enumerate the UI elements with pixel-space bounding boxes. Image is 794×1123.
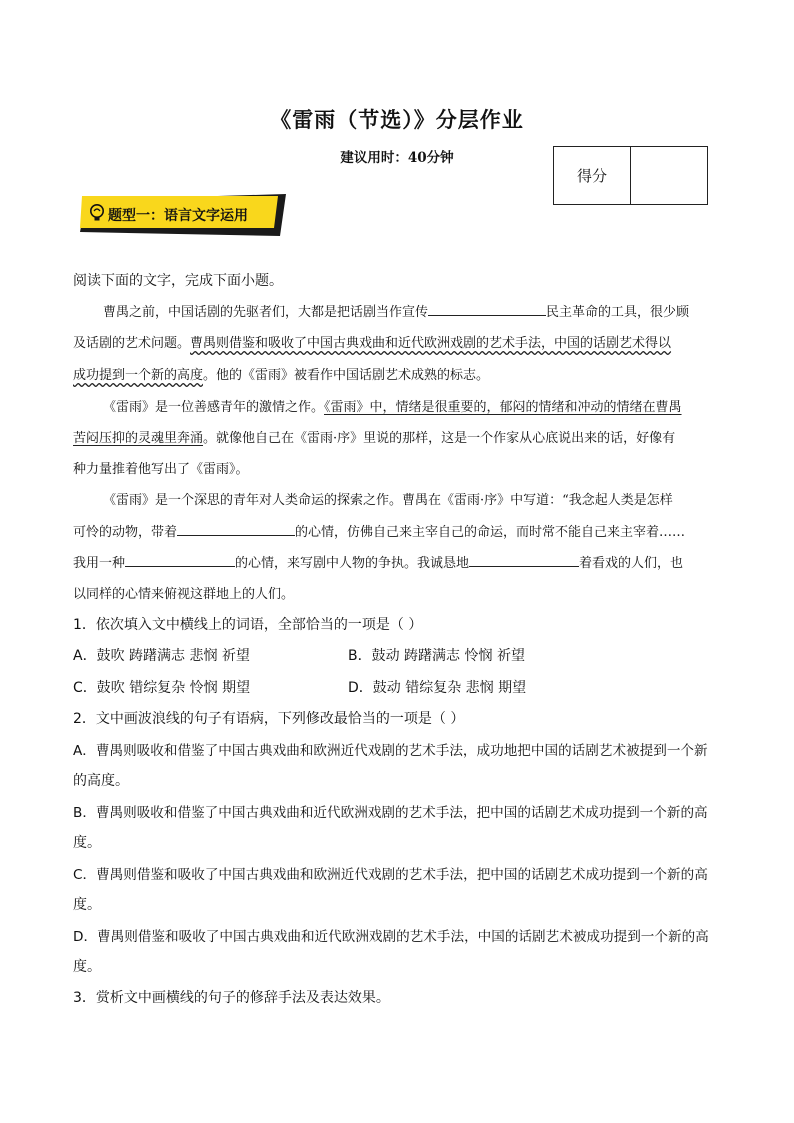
passage-p3-line4: 以同样的心情来俯视这群地上的人们。 [73,587,295,602]
question-1-option-d[interactable]: D．鼓动 错综复杂 悲悯 期望 [348,680,527,696]
brain-bulb-icon [89,204,105,222]
passage-p1-line2 [73,332,671,351]
passage-p3-line2 [73,521,685,540]
passage-text: 的心情，仿佛自己来主宰自己的命运，而时常不能自己来主宰着…… [295,525,686,540]
underlined-sentence: 《雷雨》中，情绪是很重要的，郁闷的情绪和冲动的情绪在曹禺 [324,400,682,415]
option-text: 的高度。 [73,773,129,789]
passage-p3-line1: 《雷雨》是一个深思的青年对人类命运的探索之作。曹禺在《雷雨·序》中写道：“我念起人类是怎样 [103,493,673,508]
passage-p2-line1 [103,396,682,415]
score-value-cell[interactable] [631,147,707,204]
passage-text: 的心情，来写剧中人物的争执。我诚恳地 [235,556,470,571]
score-box [553,146,708,205]
blank-4[interactable] [469,554,579,567]
passage-p1-line1 [103,301,689,320]
passage-text: 我用一种 [73,556,126,571]
blank-1[interactable] [428,303,546,316]
option-text: C．曹禺则借鉴和吸收了中国古典戏曲和欧洲近代戏剧的艺术手法，把中国的话剧艺术成功提到一个新的高 [73,867,708,883]
question-3-stem: 3．赏析文中画横线的句子的修辞手法及表达效果。 [73,990,390,1006]
option-text: 度。 [73,835,101,851]
passage-text: 。就像他自己在《雷雨·序》里说的那样，这是一个作家从心底说出来的话，好像有 [203,431,676,446]
passage-p2-line2 [73,427,675,446]
reading-instruction: 阅读下面的文字，完成下面小题。 [73,273,283,289]
wavy-underlined-sentence: 曹禺则借鉴和吸收了中国古典戏曲和近代欧洲戏剧的艺术手法，中国的话剧艺术得以 [190,336,672,351]
passage-text: 可怜的动物，带着 [73,525,178,540]
question-1-option-a[interactable]: A．鼓吹 踌躇满志 悲悯 祈望 [73,648,250,664]
question-2-stem: 2．文中画波浪线的句子有语病，下列修改最恰当的一项是（ ） [73,711,465,727]
wavy-underlined-sentence: 成功提到一个新的高度 [73,368,204,383]
suggested-time: 建议用时：40分钟 [340,150,454,166]
underlined-sentence: 苦闷压抑的灵魂里奔涌 [73,431,204,446]
passage-p1-line3 [73,364,489,383]
passage-p2-line3: 种力量推着他写出了《雷雨》。 [73,462,249,477]
section-banner [80,194,288,236]
passage-text: 着看戏的人们，也 [579,556,684,571]
score-label: 得分 [554,147,631,204]
option-text: B．曹禺则吸收和借鉴了中国古典戏曲和近代欧洲戏剧的艺术手法，把中国的话剧艺术成功提到一个新的高 [73,805,708,821]
option-text: A．曹禺则吸收和借鉴了中国古典戏曲和欧洲近代戏剧的艺术手法，成功地把中国的话剧艺术被提到一个新 [73,743,708,759]
question-1-option-c[interactable]: C．鼓吹 错综复杂 怜悯 期望 [73,680,251,696]
passage-text: 曹禺之前，中国话剧的先驱者们，大都是把话剧当作宣传 [103,305,429,320]
passage-text: 《雷雨》是一位善感青年的激情之作。 [103,400,325,415]
blank-2[interactable] [177,523,295,536]
passage-text: 及话剧的艺术问题。 [73,336,191,351]
option-text: 度。 [73,959,101,975]
question-1-option-b[interactable]: B．鼓动 踌躇满志 怜悯 祈望 [348,648,525,664]
passage-text: 。他的《雷雨》被看作中国话剧艺术成熟的标志。 [203,368,490,383]
blank-3[interactable] [125,554,235,567]
passage-p3-line3 [73,552,683,571]
page-title: 《雷雨（节选）》分层作业 [270,108,524,132]
question-1-stem: 1．依次填入文中横线上的词语，全部恰当的一项是（ ） [73,617,423,633]
option-text: D．曹禺则借鉴和吸收了中国古典戏曲和近代欧洲戏剧的艺术手法，中国的话剧艺术被成功提到一个新的高 [73,929,709,945]
passage-text: 民主革命的工具，很少顾 [546,305,690,320]
option-text: 度。 [73,897,101,913]
section-banner-label: 题型一：语言文字运用 [108,208,248,224]
